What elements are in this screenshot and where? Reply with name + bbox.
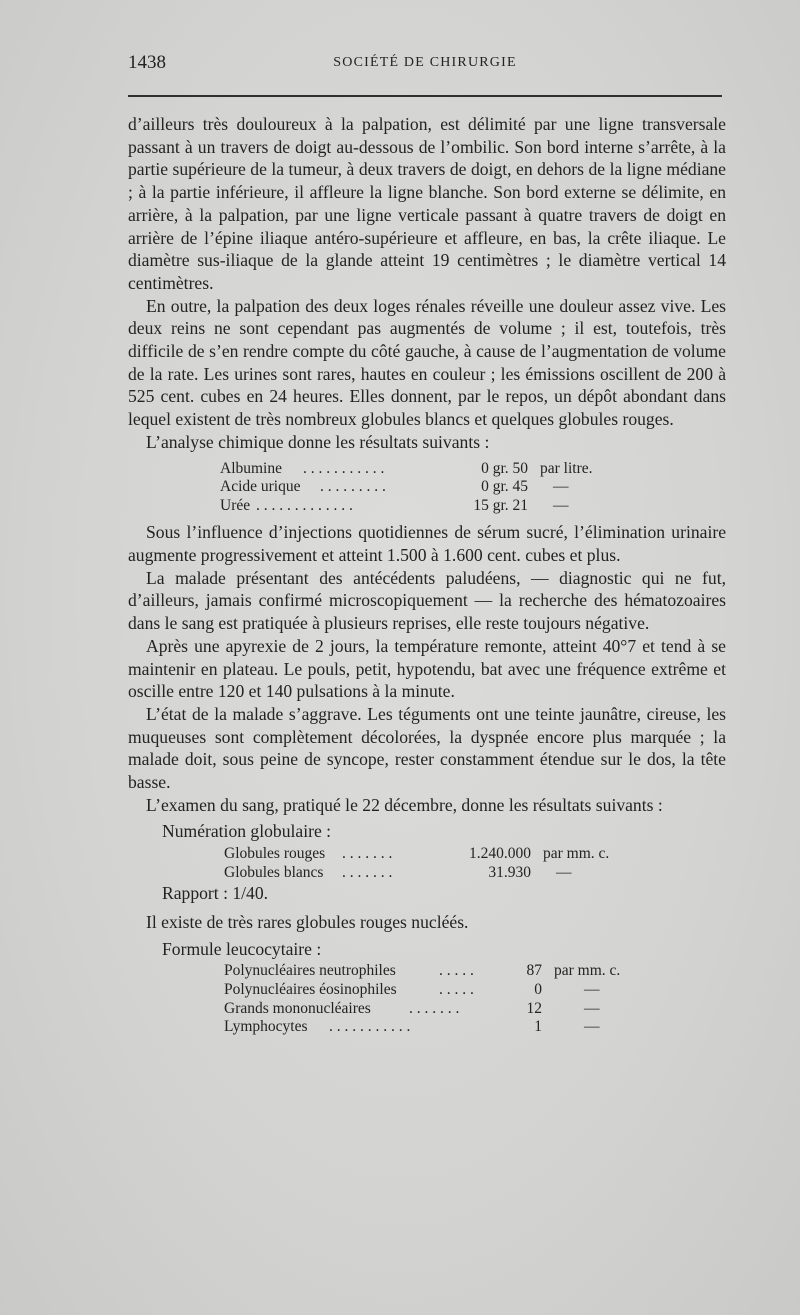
row-value: 15 gr. 21	[473, 496, 528, 514]
row-unit: par mm. c.	[543, 845, 610, 863]
numeration-table	[224, 845, 726, 882]
body-text	[128, 113, 726, 1037]
row-unit: —	[584, 999, 600, 1017]
row-value: 1	[534, 1018, 542, 1036]
leader-dots: . . . . . . . . .	[320, 478, 386, 496]
row-unit: —	[553, 496, 569, 514]
leader-dots: . . . . . . . . . . .	[303, 459, 385, 477]
leader-dots: . . . . .	[439, 962, 474, 980]
paragraph: L’examen du sang, pratiqué le 22 décembre, donne les résultats suivants :	[146, 794, 663, 815]
leader-dots: . . . . . . . . . . . . .	[256, 496, 353, 514]
row-value: 0	[534, 981, 542, 999]
row-label: Grands mononucléaires	[224, 999, 371, 1017]
paragraph: La malade présentant des antécédents paludéens, — diagnostic qui ne fut, d’ailleurs, jamais confirmé microscopiquement — la recherche des hématozoaires dans le sang est pratiquée à plusieurs reprises, elle reste toujours négative.	[128, 567, 726, 634]
page-number: 1438	[128, 52, 166, 73]
paragraph: Sous l’influence d’injections quotidiennes de sérum sucré, l’élimination urinaire augmente progressivement et atteint 1.500 à 1.600 cent. cubes et plus.	[128, 522, 726, 566]
row-value: 1.240.000	[469, 845, 531, 863]
row-value: 87	[526, 962, 542, 980]
table-row	[224, 981, 726, 1000]
table-row	[224, 845, 726, 864]
table-row	[224, 962, 726, 981]
header-rule	[128, 95, 722, 97]
paragraph: d’ailleurs très douloureux à la palpation, est délimité par une ligne transversale passant à un travers de doigt au-dessous de l’ombilic. Son bord interne s’arrête, à la partie supérieure de la tumeur, à deux travers de doigt, en dehors de la ligne médiane ; à la partie inférieure, il affleure la ligne blanche. Son bord externe se délimite, en arrière, à la palpation, par une ligne verticale passant à quatre travers de doigt en arrière de l’épine iliaque antéro-supérieure et affleure, en bas, la crête iliaque. Le diamètre sus-iliaque de la glande atteint 19 centimètres ; le diamètre vertical 14 centimètres.	[128, 114, 726, 293]
page-header	[128, 52, 722, 76]
row-label: Polynucléaires neutrophiles	[224, 962, 396, 980]
formule-title: Formule leucocytaire :	[162, 938, 322, 959]
row-unit: —	[556, 863, 572, 881]
table-row	[224, 864, 726, 883]
table-row	[224, 1000, 726, 1019]
leader-dots: . . . . . . .	[342, 845, 393, 863]
leader-dots: . . . . .	[439, 981, 474, 999]
row-value: 31.930	[488, 863, 531, 881]
row-label: Acide urique	[220, 478, 301, 496]
row-label: Albumine	[220, 459, 282, 477]
formule-table	[224, 962, 726, 1036]
row-label: Globules blancs	[224, 863, 324, 881]
leader-dots: . . . . . . .	[342, 863, 393, 881]
row-value: 0 gr. 50	[481, 459, 528, 477]
paragraph: L’analyse chimique donne les résultats suivants :	[146, 431, 490, 452]
row-label: Globules rouges	[224, 845, 326, 863]
table-row	[220, 478, 726, 497]
rapport: Rapport : 1/40.	[162, 883, 269, 904]
leader-dots: . . . . . . .	[409, 999, 460, 1017]
table-row	[220, 497, 726, 516]
row-label: Polynucléaires éosinophiles	[224, 981, 397, 999]
chemistry-table	[220, 460, 726, 516]
row-label: Urée	[220, 496, 251, 514]
row-unit: —	[584, 981, 600, 999]
leader-dots: . . . . . . . . . . .	[329, 1018, 411, 1036]
row-unit: —	[553, 478, 569, 496]
row-label: Lymphocytes	[224, 1018, 308, 1036]
row-unit: par mm. c.	[554, 962, 621, 980]
numeration-title: Numération globulaire :	[162, 821, 332, 842]
row-unit: —	[584, 1018, 600, 1036]
paragraph: Après une apyrexie de 2 jours, la température remonte, atteint 40°7 et tend à se maintenir en plateau. Le pouls, petit, hypotendu, bat avec une fréquence extrême et oscille entre 120 et 140 pulsations à la minute.	[128, 635, 726, 702]
row-value: 0 gr. 45	[481, 478, 528, 496]
paragraph: L’état de la malade s’aggrave. Les téguments ont une teinte jaunâtre, cireuse, les muqueuses sont complètement décolorées, la dyspnée encore plus marquée ; la malade doit, sous peine de syncope, rester constamment étendue sur le dos, la tête basse.	[128, 703, 726, 793]
paragraph: En outre, la palpation des deux loges rénales réveille une douleur assez vive. Les deux reins ne sont cependant pas augmentés de volume ; il est, toutefois, très difficile de s’en rendre compte du côté gauche, à cause de l’augmentation de volume de la rate. Les urines sont rares, hautes en couleur ; les émissions oscillent de 200 à 525 cent. cubes en 24 heures. Elles donnent, par le repos, un dépôt abondant dans lequel existent de très nombreux globules blancs et quelques globules rouges.	[128, 295, 726, 430]
paragraph: Il existe de très rares globules rouges nucléés.	[146, 912, 469, 933]
row-value: 12	[526, 999, 542, 1017]
table-row	[224, 1018, 726, 1037]
row-unit: par litre.	[540, 459, 593, 477]
table-row	[220, 460, 726, 479]
running-title: SOCIÉTÉ DE CHIRURGIE	[333, 55, 517, 70]
